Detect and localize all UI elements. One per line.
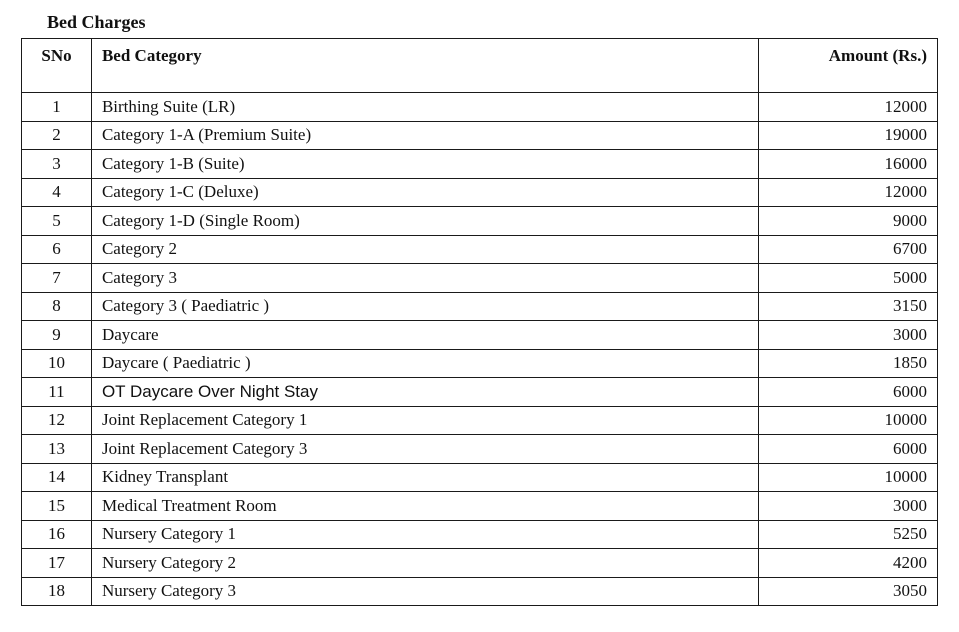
cell-amount: 3000 [759,492,938,521]
cell-amount: 1850 [759,349,938,378]
cell-bed-category: Daycare [91,321,758,350]
bed-charges-table [21,38,938,606]
table-row [22,520,938,549]
header-amount: Amount (Rs.) [759,39,938,93]
cell-sno: 17 [22,549,92,578]
cell-amount: 6000 [759,435,938,464]
table-row [22,463,938,492]
table-row [22,93,938,122]
table-row [22,406,938,435]
cell-sno: 7 [22,264,92,293]
cell-sno: 1 [22,93,92,122]
cell-sno: 10 [22,349,92,378]
cell-amount: 10000 [759,406,938,435]
cell-bed-category: Medical Treatment Room [91,492,758,521]
cell-bed-category: Joint Replacement Category 3 [91,435,758,464]
cell-sno: 11 [22,378,92,407]
table-row [22,235,938,264]
header-bed-category: Bed Category [91,39,758,93]
table-row [22,207,938,236]
table-row [22,492,938,521]
cell-amount: 6000 [759,378,938,407]
cell-amount: 19000 [759,121,938,150]
table-row [22,121,938,150]
cell-bed-category: Category 3 ( Paediatric ) [91,292,758,321]
cell-bed-category: Kidney Transplant [91,463,758,492]
cell-amount: 12000 [759,93,938,122]
cell-amount: 3050 [759,577,938,606]
cell-sno: 14 [22,463,92,492]
cell-amount: 9000 [759,207,938,236]
cell-sno: 5 [22,207,92,236]
cell-amount: 3000 [759,321,938,350]
cell-sno: 8 [22,292,92,321]
cell-bed-category: Category 1-A (Premium Suite) [91,121,758,150]
cell-bed-category: Category 2 [91,235,758,264]
cell-amount: 6700 [759,235,938,264]
table-row [22,549,938,578]
cell-sno: 4 [22,178,92,207]
page-title: Bed Charges [47,12,146,32]
table-row [22,292,938,321]
cell-sno: 9 [22,321,92,350]
cell-bed-category: Joint Replacement Category 1 [91,406,758,435]
cell-sno: 15 [22,492,92,521]
cell-amount: 4200 [759,549,938,578]
cell-bed-category: Category 1-C (Deluxe) [91,178,758,207]
table-header-row [22,39,938,93]
cell-bed-category: Nursery Category 1 [91,520,758,549]
cell-amount: 5250 [759,520,938,549]
header-sno: SNo [22,39,92,93]
cell-sno: 18 [22,577,92,606]
table-row [22,435,938,464]
table-row [22,150,938,179]
table-row [22,577,938,606]
table-row [22,178,938,207]
cell-bed-category: Nursery Category 2 [91,549,758,578]
cell-bed-category: Category 1-B (Suite) [91,150,758,179]
cell-amount: 10000 [759,463,938,492]
cell-amount: 12000 [759,178,938,207]
table-row [22,378,938,407]
cell-amount: 16000 [759,150,938,179]
cell-amount: 5000 [759,264,938,293]
cell-bed-category: Daycare ( Paediatric ) [91,349,758,378]
cell-sno: 6 [22,235,92,264]
cell-bed-category: OT Daycare Over Night Stay [91,378,758,407]
table-row [22,321,938,350]
table-row [22,264,938,293]
table-body [22,93,938,606]
cell-bed-category: Birthing Suite (LR) [91,93,758,122]
cell-sno: 12 [22,406,92,435]
cell-bed-category: Category 3 [91,264,758,293]
cell-sno: 13 [22,435,92,464]
table-row [22,349,938,378]
cell-sno: 2 [22,121,92,150]
cell-bed-category: Nursery Category 3 [91,577,758,606]
cell-sno: 16 [22,520,92,549]
cell-amount: 3150 [759,292,938,321]
cell-sno: 3 [22,150,92,179]
cell-bed-category: Category 1-D (Single Room) [91,207,758,236]
